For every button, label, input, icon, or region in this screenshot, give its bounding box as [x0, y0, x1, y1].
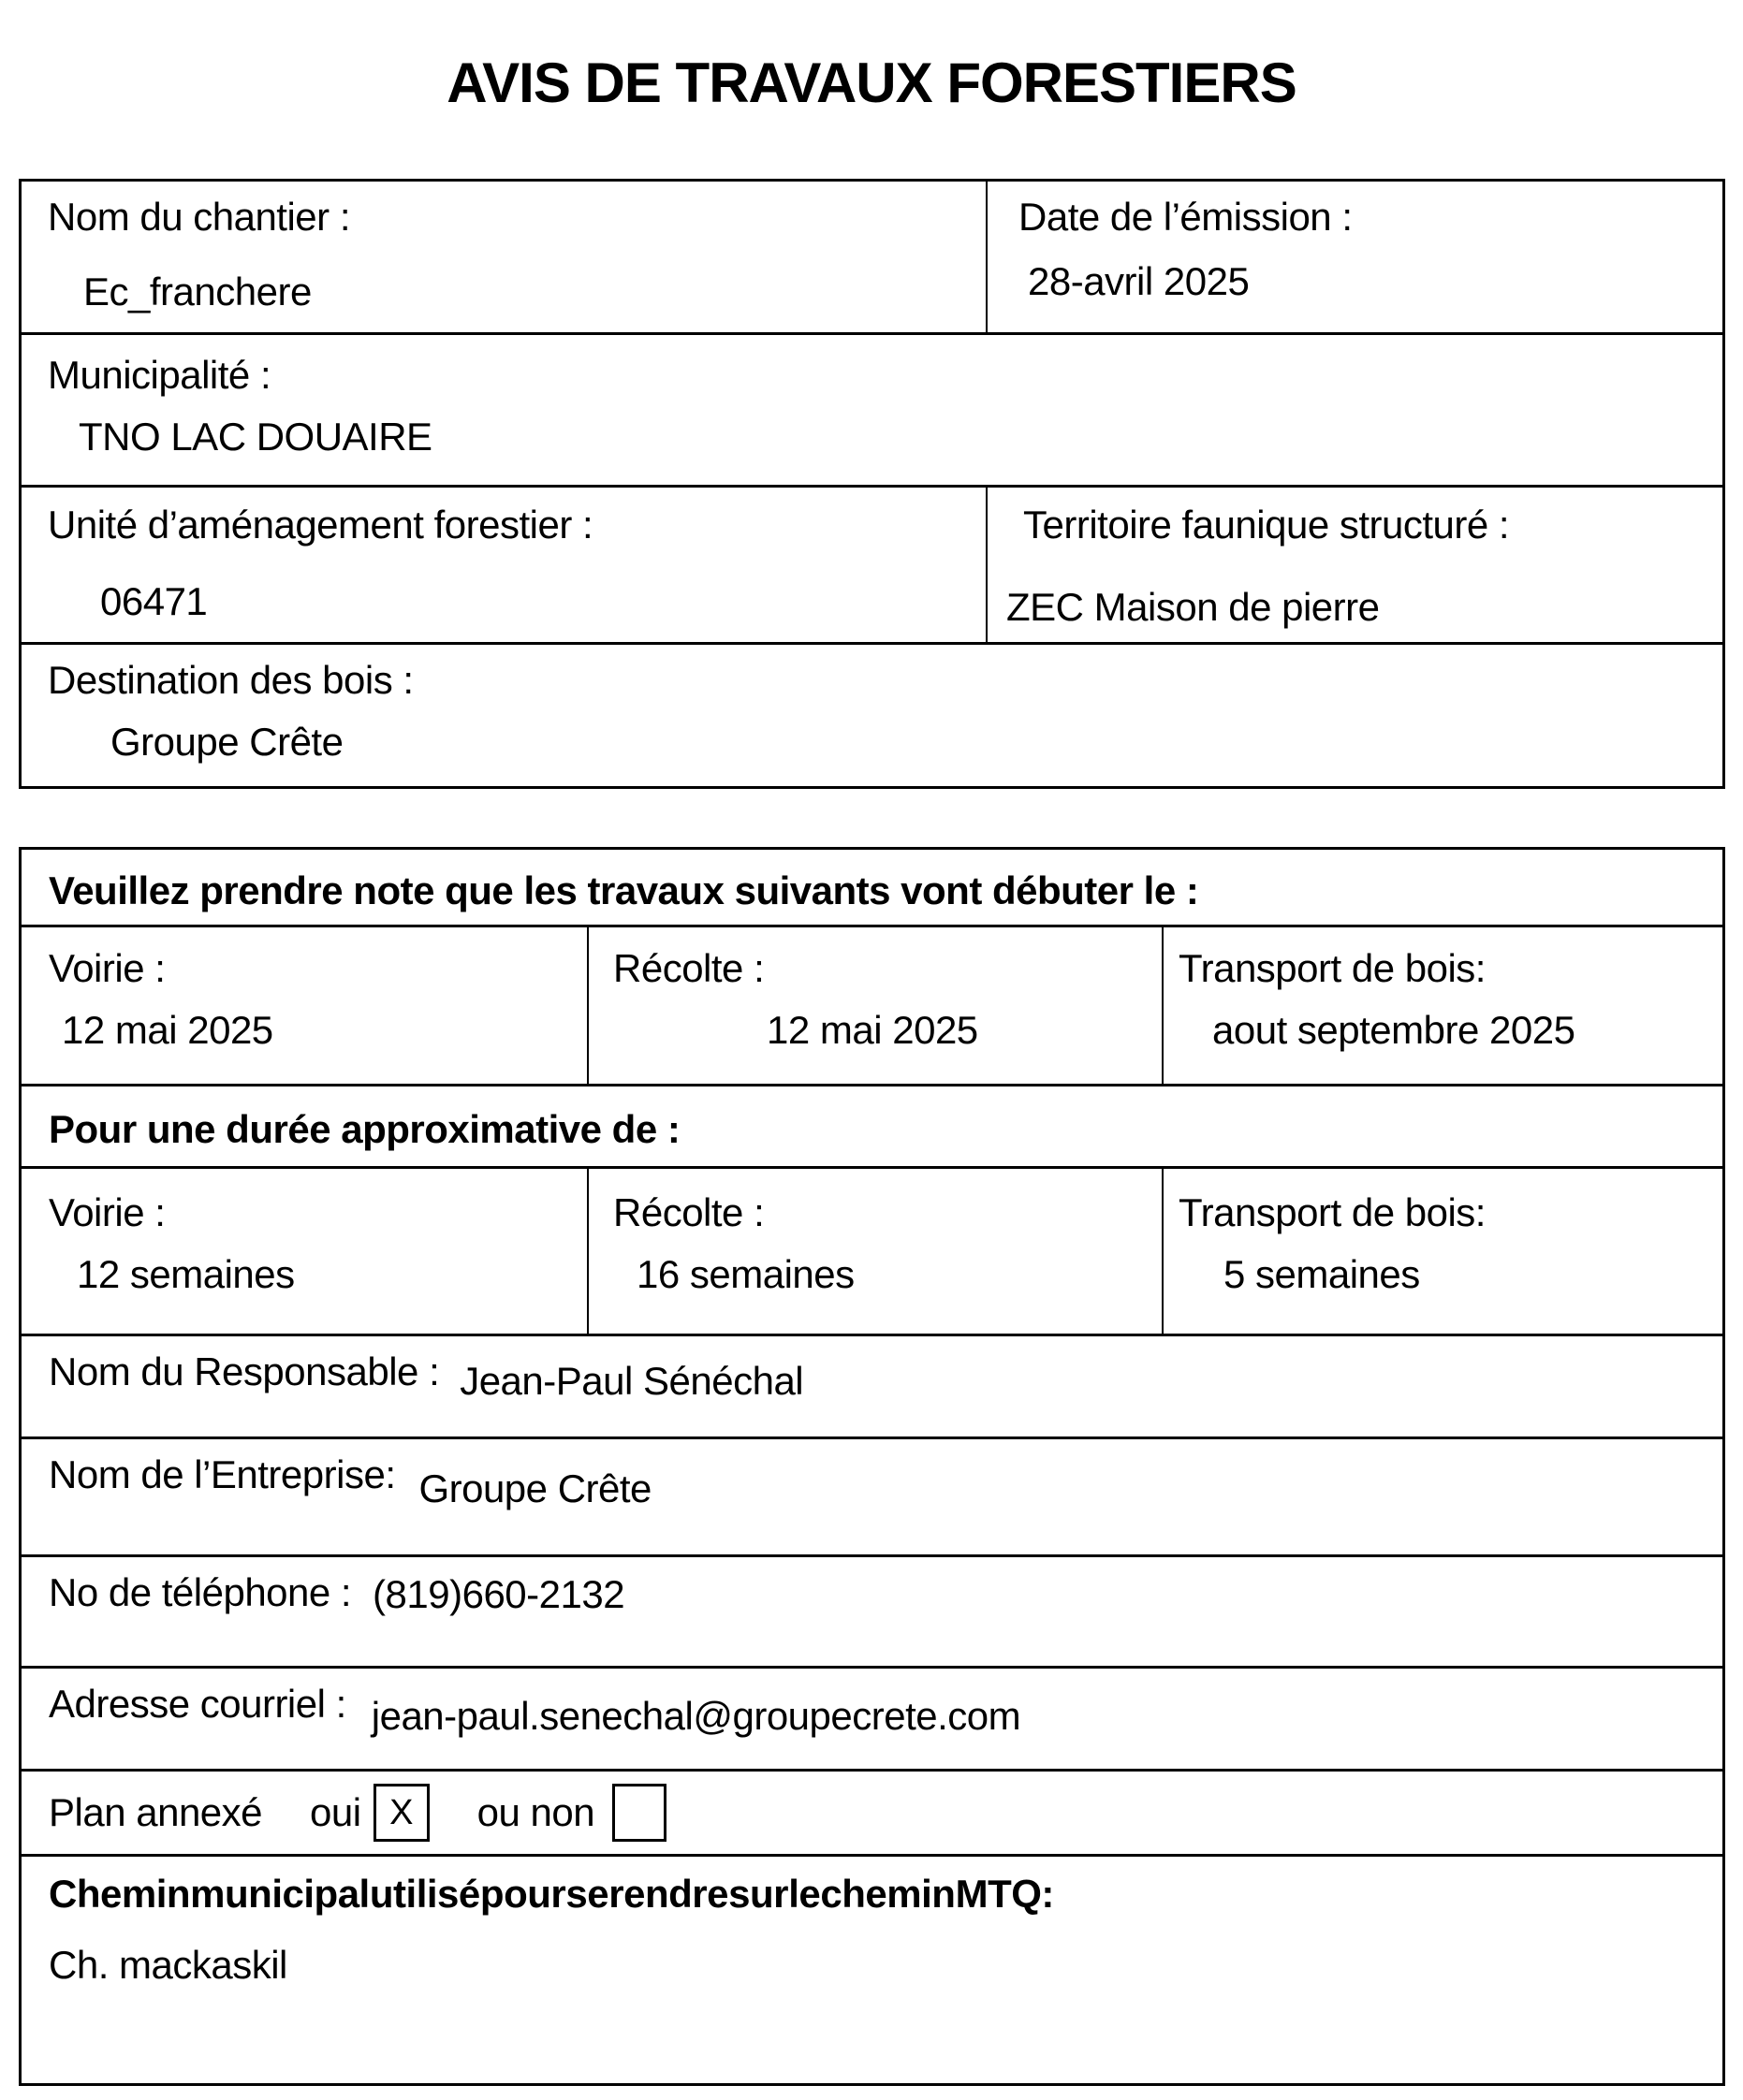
row-responsable [22, 1336, 1722, 1439]
cell-transport-duree [1162, 1169, 1722, 1334]
row-municipalite [22, 335, 1722, 488]
transport-duree-label: Transport de bois: [1179, 1190, 1486, 1234]
voirie-date-value: 12 mai 2025 [62, 1008, 273, 1052]
courriel-value: jean-paul.senechal@groupecrete.com [371, 1694, 1021, 1738]
cell-date-emission [986, 182, 1722, 332]
municipalite-label: Municipalité : [48, 353, 271, 397]
chemin-label: Chemin municipal utilisé pour se rendre sur le chemin MTQ: [49, 1872, 1054, 1916]
row-courriel [22, 1669, 1722, 1772]
territoire-value: ZEC Maison de pierre [1006, 585, 1380, 629]
cell-municipalite [22, 335, 1722, 485]
territoire-label: Territoire faunique structuré : [1023, 503, 1510, 547]
recolte-date-label: Récolte : [613, 946, 765, 990]
duree-header-label: Pour une durée approximative de : [49, 1107, 681, 1151]
cell-uaf [22, 488, 986, 642]
nom-chantier-value: Ec_franchere [83, 270, 312, 314]
chemin-value: Ch. mackaskil [49, 1943, 287, 1987]
nom-chantier-label: Nom du chantier : [48, 195, 350, 239]
plan-non-checkbox[interactable] [612, 1784, 666, 1842]
voirie-duree-value: 12 semaines [77, 1252, 295, 1296]
transport-duree-value: 5 semaines [1223, 1252, 1420, 1296]
cell-voirie-date [22, 927, 587, 1084]
recolte-duree-value: 16 semaines [637, 1252, 855, 1296]
document-title: AVIS DE TRAVAUX FORESTIERS [447, 51, 1296, 114]
municipalite-value: TNO LAC DOUAIRE [79, 415, 432, 459]
row-entreprise [22, 1439, 1722, 1557]
cell-transport-date [1162, 927, 1722, 1084]
travaux-table [19, 847, 1725, 2086]
cell-territoire-faunique [986, 488, 1722, 642]
cell-voirie-duree [22, 1169, 587, 1334]
uaf-value: 06471 [100, 579, 208, 623]
entreprise-value: Groupe Crête [418, 1466, 652, 1510]
responsable-value: Jean-Paul Sénéchal [460, 1359, 804, 1403]
row-duree-header [22, 1086, 1722, 1169]
courriel-label: Adresse courriel : [49, 1682, 346, 1726]
cell-destination-bois [22, 645, 1722, 786]
voirie-duree-label: Voirie : [49, 1190, 166, 1234]
row-chemin-municipal [22, 1857, 1722, 2083]
transport-date-label: Transport de bois: [1179, 946, 1486, 990]
destination-label: Destination des bois : [48, 658, 414, 702]
plan-annexe-label: Plan annexé [49, 1790, 263, 1834]
recolte-date-value: 12 mai 2025 [767, 1008, 978, 1052]
recolte-duree-label: Récolte : [613, 1190, 765, 1234]
plan-non-label: ou non [476, 1790, 595, 1834]
row-chantier-emission [22, 182, 1722, 335]
row-uaf-territoire [22, 488, 1722, 645]
row-durees [22, 1169, 1722, 1336]
chantier-info-table [19, 179, 1725, 789]
plan-oui-checkbox[interactable]: X [374, 1784, 430, 1842]
uaf-label: Unité d’aménagement forestier : [48, 503, 593, 547]
row-dates-debut [22, 927, 1722, 1086]
row-telephone [22, 1557, 1722, 1669]
entreprise-label: Nom de l’Entreprise: [49, 1452, 396, 1496]
row-destination [22, 645, 1722, 786]
transport-date-value: aout septembre 2025 [1212, 1008, 1575, 1052]
telephone-value: (819)660-2132 [373, 1572, 625, 1616]
telephone-label: No de téléphone : [49, 1570, 352, 1614]
responsable-label: Nom du Responsable : [49, 1349, 440, 1393]
voirie-date-label: Voirie : [49, 946, 166, 990]
cell-recolte-date [587, 927, 1162, 1084]
plan-oui-label: oui [310, 1790, 361, 1834]
date-emission-value: 28-avril 2025 [1028, 259, 1250, 303]
destination-value: Groupe Crête [110, 720, 344, 764]
debut-header-label: Veuillez prendre note que les travaux suivants vont débuter le : [49, 868, 1199, 912]
cell-recolte-duree [587, 1169, 1162, 1334]
date-emission-label: Date de l’émission : [1018, 195, 1353, 239]
row-debut-header [22, 850, 1722, 927]
cell-nom-chantier [22, 182, 986, 332]
row-plan-annexe [22, 1772, 1722, 1857]
